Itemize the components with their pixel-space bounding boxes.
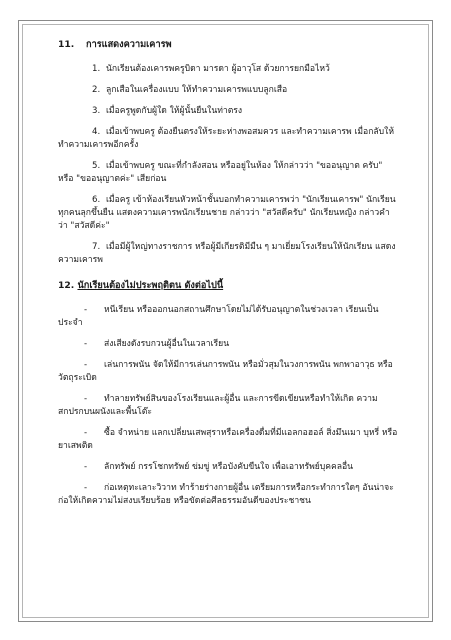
- list-item: [58, 126, 398, 152]
- item-number: 4.: [92, 127, 101, 137]
- item-text: ก่อเหตุทะเลาะวิวาท ทำร้ายร่างกายผู้อื่น เตรียมการหรือกระทำการใดๆ อันน่าจะก่อให้เกิดความไม่สงบเรียบร้อย หรือขัดต่อศีลธรรมอันดีของประชาชน: [58, 483, 394, 506]
- item-number: 6.: [92, 195, 101, 205]
- item-text: เมื่อเข้าพบครู ขณะที่กำลังสอน หรืออยู่ในห้อง ให้กล่าวว่า "ขออนุญาต ครับ" หรือ "ขออนุญาตค่ะ" เสียก่อน: [58, 161, 383, 184]
- list-item: [58, 241, 398, 267]
- list-item: [58, 427, 398, 453]
- item-text: เมื่อมีผู้ใหญ่ทางราชการ หรือผู้มีเกียรติมีมืน ๆ มาเยี่ยมโรงเรียนให้นักเรียน แสดงความเคารพ: [58, 242, 396, 265]
- item-text: ลูกเสือในเครื่องแบบ ให้ทำความเคารพแบบลูกเสือ: [106, 85, 288, 95]
- bullet-mark: -: [84, 394, 88, 404]
- item-text: นักเรียนต้องเคารพครูบิดา มารดา ผู้อาวุโส ด้วยการยกมือไหว้: [106, 64, 330, 74]
- section-11-title: การแสดงความเคารพ: [86, 39, 172, 50]
- list-item: [58, 482, 398, 508]
- item-text: เล่นการพนัน จัดให้มีการเล่นการพนัน หรือมั่วสุมในวงการพนัน พกพาอาวุธ หรือวัตถุระเบิด: [58, 360, 393, 383]
- bullet-mark: -: [84, 462, 88, 472]
- list-item: [58, 359, 398, 385]
- section-11-heading: [58, 38, 398, 51]
- list-item: [58, 160, 398, 186]
- item-number: 5.: [92, 161, 101, 171]
- item-text: ซื้อ จำหน่าย แลกเปลี่ยนเสพสุราหรือเครื่องดื่มที่มีแอลกอฮอล์ สิ่งมึนเมา บุหรี่ หรือยาเสพติด: [58, 428, 398, 451]
- list-item: [58, 63, 398, 76]
- section-11-number: 11.: [58, 39, 75, 50]
- item-text: หนีเรียน หรือออกนอกสถานศึกษาโดยไม่ได้รับอนุญาตในช่วงเวลา เรียนเป็นประจำ: [58, 305, 379, 328]
- item-text: เมื่อครู เข้าห้องเรียนหัวหน้าชั้นบอกทำความเคารพว่า "นักเรียนเคารพ" นักเรียนทุกคนลุกขึ้นยืน แสดงความเคารพนักเรียนชาย กล่าวว่า "สวัสดีครับ" นักเรียนหญิง กล่าวคำว่า "สวัสดีค่ะ": [58, 195, 396, 231]
- item-text: เมื่อครูพูดกับผู้ใด ให้ผู้นั้นยืนในท่าตรง: [106, 106, 243, 116]
- item-text: ลักทรัพย์ กรรโชกทรัพย์ ข่มขู่ หรือบังคับขืนใจ เพื่อเอาทรัพย์บุคคลอื่น: [104, 462, 354, 472]
- section-12-title: นักเรียนต้องไม่ประพฤติตน ดังต่อไปนี้: [77, 280, 224, 291]
- list-item: [58, 105, 398, 118]
- bullet-mark: -: [84, 483, 88, 493]
- item-number: 1.: [92, 64, 101, 74]
- list-item: [58, 304, 398, 330]
- item-number: 7.: [92, 242, 101, 252]
- section-12-number: 12.: [58, 280, 75, 291]
- bullet-mark: -: [84, 339, 88, 349]
- item-text: ส่งเสียงดังรบกวนผู้อื่นในเวลาเรียน: [104, 339, 230, 349]
- item-number: 3.: [92, 106, 101, 116]
- item-text: ทำลายทรัพย์สินของโรงเรียนและผู้อื่น และการขีดเขียนหรือทำให้เกิด ความสกปรกบนผนังและพื้นโต๊ะ: [58, 394, 378, 417]
- section-12-heading: [58, 279, 398, 292]
- list-item: [58, 84, 398, 97]
- list-item: [58, 393, 398, 419]
- item-text: เมื่อเข้าพบครู ต้องยืนตรงให้ระยะห่างพอสมควร และทำความเคารพ เมื่อกลับให้ทำความเคารพอีกครั้ง: [58, 127, 394, 150]
- bullet-mark: -: [84, 428, 88, 438]
- item-number: 2.: [92, 85, 101, 95]
- bullet-mark: -: [84, 305, 88, 315]
- list-item: [58, 461, 398, 474]
- list-item: [58, 194, 398, 233]
- list-item: [58, 338, 398, 351]
- bullet-mark: -: [84, 360, 88, 370]
- document-body: [58, 38, 398, 516]
